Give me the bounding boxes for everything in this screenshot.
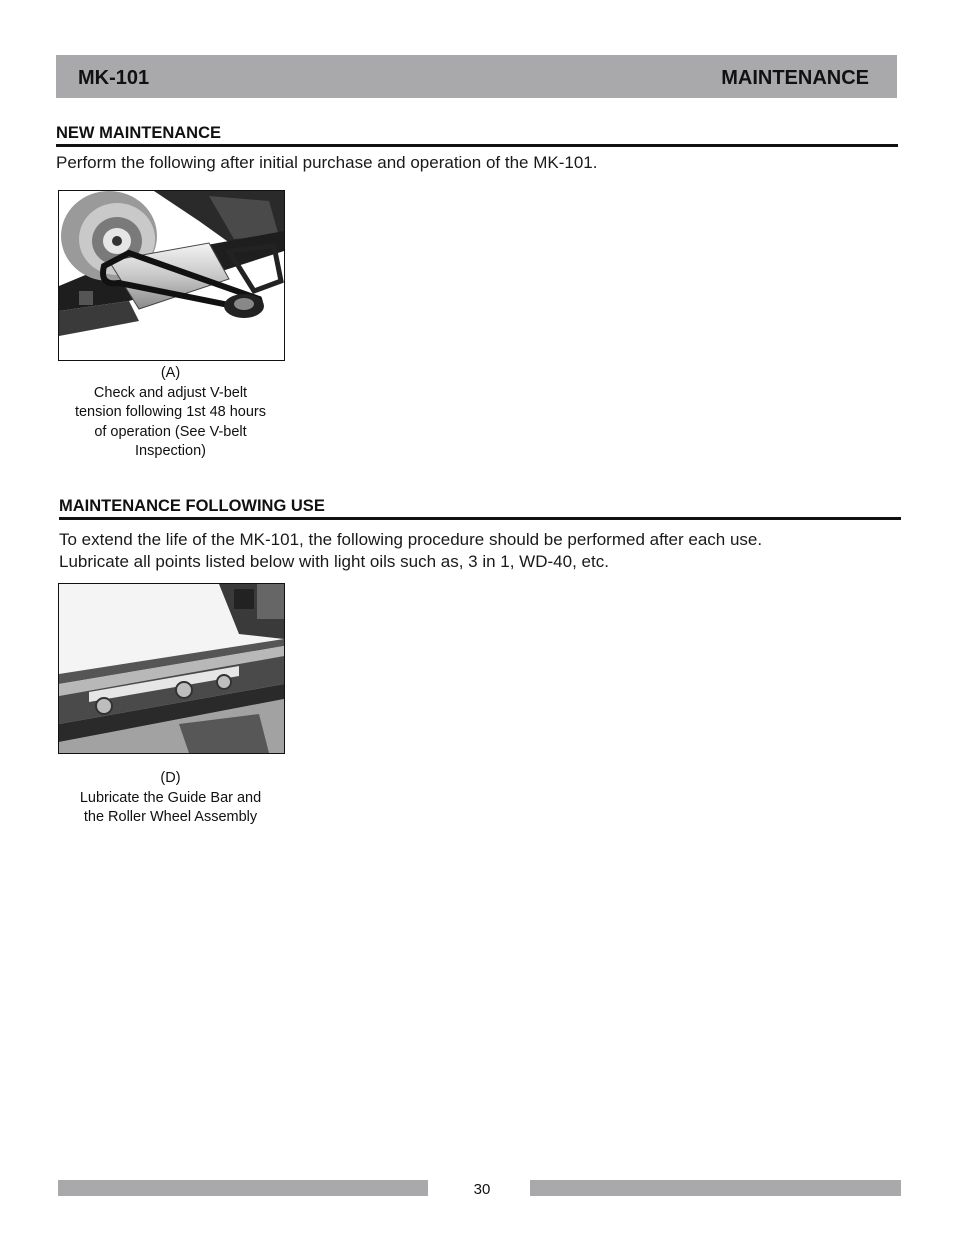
guide-bar-roller-photo — [58, 583, 285, 754]
caption-line: the Roller Wheel Assembly — [83, 809, 258, 825]
motor-v-belt-photo-icon — [59, 191, 284, 360]
paragraph-line: To extend the life of the MK-101, the following procedure should be performed after each use. — [59, 530, 763, 549]
guide-bar-roller-photo-icon — [59, 584, 284, 753]
page-header-bar — [56, 55, 897, 98]
section-title: MAINTENANCE — [721, 67, 869, 89]
caption-line: Inspection) — [135, 443, 206, 459]
paragraph-line: Lubricate all points listed below with light oils such as, 3 in 1, WD-40, etc. — [59, 552, 609, 571]
figure-d-caption — [58, 769, 283, 828]
caption-line: (A) — [160, 365, 181, 381]
page-number: 30 — [473, 1181, 491, 1198]
caption-line: tension following 1st 48 hours — [74, 404, 267, 420]
model-title: MK-101 — [78, 67, 150, 89]
figure-a-caption — [58, 364, 283, 462]
caption-line: Check and adjust V-belt — [93, 384, 248, 401]
maintenance-following-use-text — [59, 529, 762, 573]
new-maintenance-heading: NEW MAINTENANCE — [56, 124, 898, 147]
footer-bar-right — [530, 1180, 901, 1196]
caption-line: Lubricate the Guide Bar and — [79, 789, 262, 806]
caption-line: of operation (See V-belt — [94, 423, 247, 440]
maintenance-following-use-heading: MAINTENANCE FOLLOWING USE — [59, 497, 901, 520]
caption-line: (D) — [160, 770, 181, 786]
motor-v-belt-photo — [58, 190, 285, 361]
new-maintenance-intro: Perform the following after initial purchase and operation of the MK-101. — [56, 153, 598, 172]
footer-bar-left — [58, 1180, 428, 1196]
